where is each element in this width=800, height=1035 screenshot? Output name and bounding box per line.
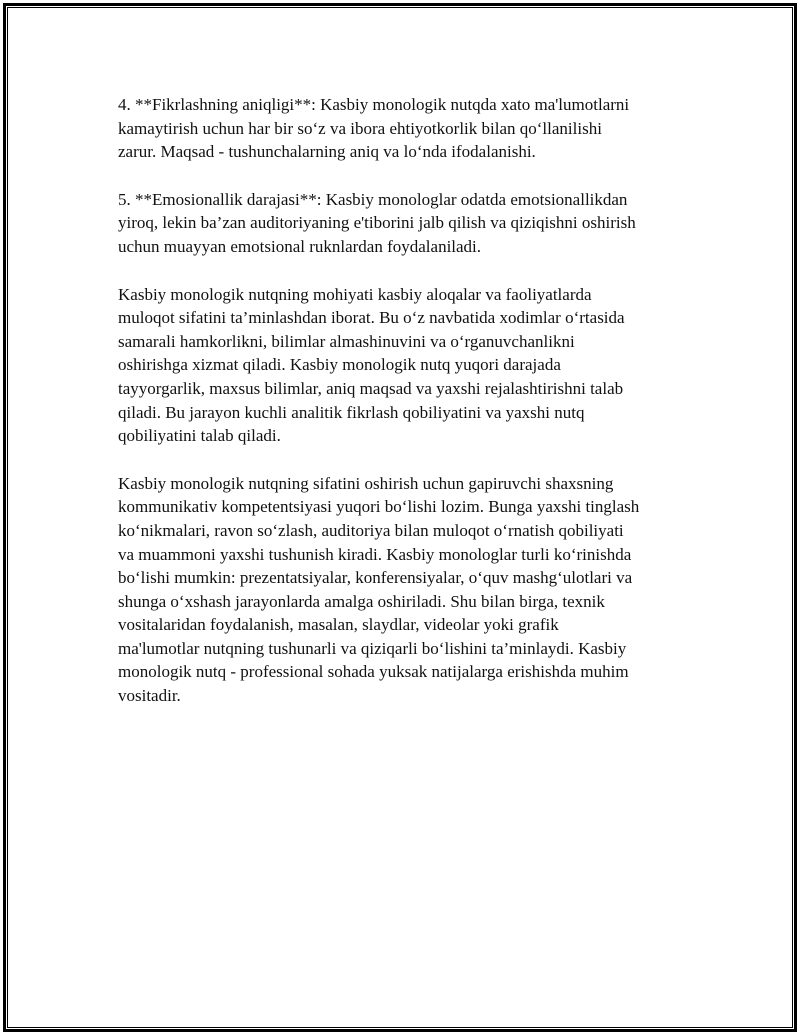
document-body xyxy=(118,93,698,732)
paragraph-sifatini-oshirish: Kasbiy monologik nutqning sifatini oshirish uchun gapiruvchi shaxsning kommunikativ kompetentsiyasi yuqori bo‘lishi lozim. Bunga yaxshi tinglash ko‘nikmalari, ravon so‘zlash, auditoriya bilan muloqot o‘rnatish qobiliyati va muammoni yaxshi tushunish kiradi. Kasbiy monologlar turli ko‘rinishda bo‘lishi mumkin: prezentatsiyalar, konferensiyalar, o‘quv mashg‘ulotlari va shunga o‘xshash jarayonlarda amalga oshiriladi. Shu bilan birga, texnik vositalaridan foydalanish, masalan, slaydlar, videolar yoki grafik ma'lumotlar nutqning tushunarli va qiziqarli bo‘lishini ta’minlaydi. Kasbiy monologik nutq - professional sohada yuksak natijalarga erishishda muhim vositadir. xyxy=(118,473,640,706)
paragraph-emosionallik-darajasi: 5. **Emosionallik darajasi**: Kasbiy monologlar odatda emotsionallikdan yiroq, lekin ba’zan auditoriyaning e'tiborini jalb qilish va qiziqishni oshirish uchun muayyan emotsional ruknlardan foydalaniladi. xyxy=(118,189,636,256)
paragraph-mohiyati: Kasbiy monologik nutqning mohiyati kasbiy aloqalar va faoliyatlarda muloqot sifatini ta’minlashdan iborat. Bu o‘z navbatida xodimlar o‘rtasida samarali hamkorlikni, bilimlar almashinuvini va o‘rganuvchanlikni oshirishga xizmat qiladi. Kasbiy monologik nutq yuqori darajada tayyorgarlik, maxsus bilimlar, aniq maqsad va yaxshi rejalashtirishni talab qiladi. Bu jarayon kuchli analitik fikrlash qobiliyatini va yaxshi nutq qobiliyatini talab qiladi. xyxy=(118,284,625,446)
page-border xyxy=(3,3,797,1032)
paragraph-fikrlashning-aniqligi: 4. **Fikrlashning aniqligi**: Kasbiy monologik nutqda xato ma'lumotlarni kamaytirish uchun har bir so‘z va ibora ehtiyotkorlik bilan qo‘llanilishi zarur. Maqsad - tushunchalarning aniq va lo‘nda ifodalanishi. xyxy=(118,95,630,162)
